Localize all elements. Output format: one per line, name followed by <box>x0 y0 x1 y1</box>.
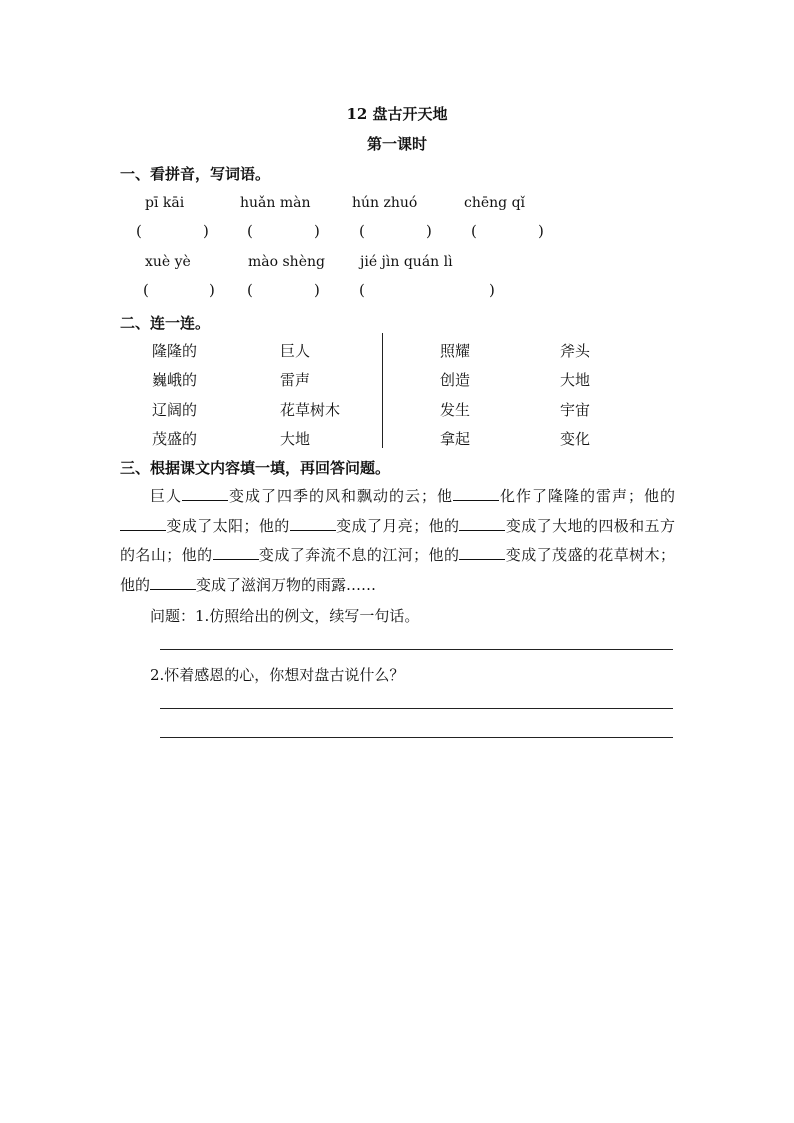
match-word: 斧头 <box>560 342 591 360</box>
pinyin-item: huǎn màn <box>240 195 311 211</box>
answer-paren-open: ( <box>359 281 365 299</box>
pinyin-item: jié jìn quán lì <box>360 254 453 270</box>
fill-blank[interactable] <box>453 486 499 501</box>
match-word: 花草树木 <box>280 401 341 419</box>
match-word: 拿起 <box>440 430 471 448</box>
pinyin-item: chēng qǐ <box>464 195 526 211</box>
section3-heading: 三、根据课文内容填一填，再回答问题。 <box>120 459 391 477</box>
fill-blank[interactable] <box>213 545 259 560</box>
answer-paren-open: ( <box>471 222 477 240</box>
match-word: 大地 <box>280 430 311 448</box>
fill-blank[interactable] <box>290 516 336 531</box>
pinyin-item: pī kāi <box>145 195 185 211</box>
answer-line[interactable] <box>160 737 673 738</box>
fill-blank[interactable] <box>120 516 166 531</box>
fill-blank[interactable] <box>459 545 505 560</box>
answer-paren-open: ( <box>359 222 365 240</box>
answer-line[interactable] <box>160 649 673 650</box>
match-word: 照耀 <box>440 342 471 360</box>
section1-heading: 一、看拼音，写词语。 <box>120 165 271 183</box>
match-word: 发生 <box>440 401 471 419</box>
match-word: 创造 <box>440 371 471 389</box>
match-word: 雷声 <box>280 371 311 389</box>
match-word: 辽阔的 <box>152 401 198 419</box>
match-word: 茂盛的 <box>152 430 198 448</box>
answer-paren-close: ) <box>314 281 320 299</box>
question-2: 2.怀着感恩的心，你想对盘古说什么？ <box>150 666 405 684</box>
pinyin-item: xuè yè <box>145 254 191 270</box>
answer-paren-close: ) <box>209 281 215 299</box>
match-word: 隆隆的 <box>152 342 198 360</box>
match-word: 巍峨的 <box>152 371 198 389</box>
column-divider <box>382 333 383 448</box>
answer-line[interactable] <box>160 708 673 709</box>
fill-blank[interactable] <box>150 575 196 590</box>
match-word: 大地 <box>560 371 591 389</box>
section2-heading: 二、连一连。 <box>120 314 211 332</box>
match-word: 宇宙 <box>560 401 591 419</box>
answer-paren-close: ) <box>426 222 432 240</box>
match-word: 变化 <box>560 430 591 448</box>
page-title: 12 盘古开天地 <box>346 105 448 123</box>
answer-paren-open: ( <box>136 222 142 240</box>
answer-paren-close: ) <box>538 222 544 240</box>
pinyin-item: hún zhuó <box>352 195 418 211</box>
pinyin-item: mào shèng <box>248 254 325 270</box>
page-subtitle: 第一课时 <box>366 135 427 153</box>
answer-paren-close: ) <box>203 222 209 240</box>
answer-paren-open: ( <box>247 281 253 299</box>
fill-blank[interactable] <box>182 486 228 501</box>
match-word: 巨人 <box>280 342 311 360</box>
answer-paren-close: ) <box>314 222 320 240</box>
answer-paren-open: ( <box>247 222 253 240</box>
question-1: 问题：1.仿照给出的例文，续写一句话。 <box>150 607 420 625</box>
fill-blank[interactable] <box>459 516 505 531</box>
answer-paren-close: ) <box>489 281 495 299</box>
fill-in-passage: 巨人 变成了四季的风和飘动的云；他 化作了隆隆的雷声；他的变成了太阳；他的 变成了月亮；他的 变成了大地的四极和五方的名山；他的 变成了奔流不息的江河；他的 变成了茂盛的花草树木；他的 变成了滋润万物的雨露…… <box>120 487 675 594</box>
answer-paren-open: ( <box>143 281 149 299</box>
